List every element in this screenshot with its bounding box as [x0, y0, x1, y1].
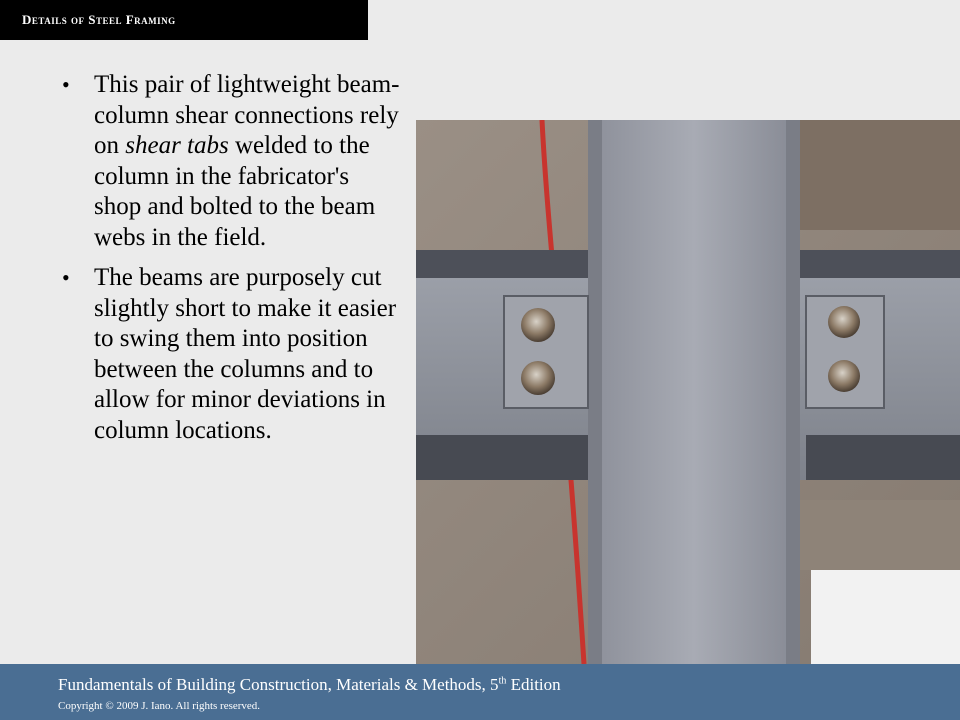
bullet-list [62, 70, 402, 456]
copyright-notice: Copyright © 2009 J. Iano. All rights reserved. [58, 700, 261, 712]
slide-title: Details of Steel Framing [22, 12, 176, 27]
book-title-text: Fundamentals of Building Construction, Materials & Methods, 5 [58, 675, 499, 694]
steel-connection-illustration [416, 120, 960, 664]
bullet-1-text-start: This pair of lightweight beam-column shear connections rely on [94, 71, 400, 159]
bullet-item-2 [62, 263, 402, 446]
bullet-glyph: • [62, 72, 70, 97]
bullet-item-1 [62, 70, 402, 253]
book-title [58, 675, 561, 695]
bullet-2-text: The beams are purposely cut slightly short to make it easier to swing them into position between the columns and to allow for minor deviations in column locations. [94, 264, 397, 444]
bullet-1-emphasis: shear tabs [125, 132, 229, 159]
slide-footer [0, 664, 960, 720]
bullet-1-text-end: welded to the column in the fabricator's shop and bolted to the beam webs in the field. [94, 132, 376, 251]
bullet-glyph: • [62, 265, 70, 290]
steel-connection-photo [416, 120, 960, 664]
edition-word: Edition [506, 675, 561, 694]
edition-superscript: th [498, 675, 507, 687]
slide-title-bar [0, 0, 368, 40]
